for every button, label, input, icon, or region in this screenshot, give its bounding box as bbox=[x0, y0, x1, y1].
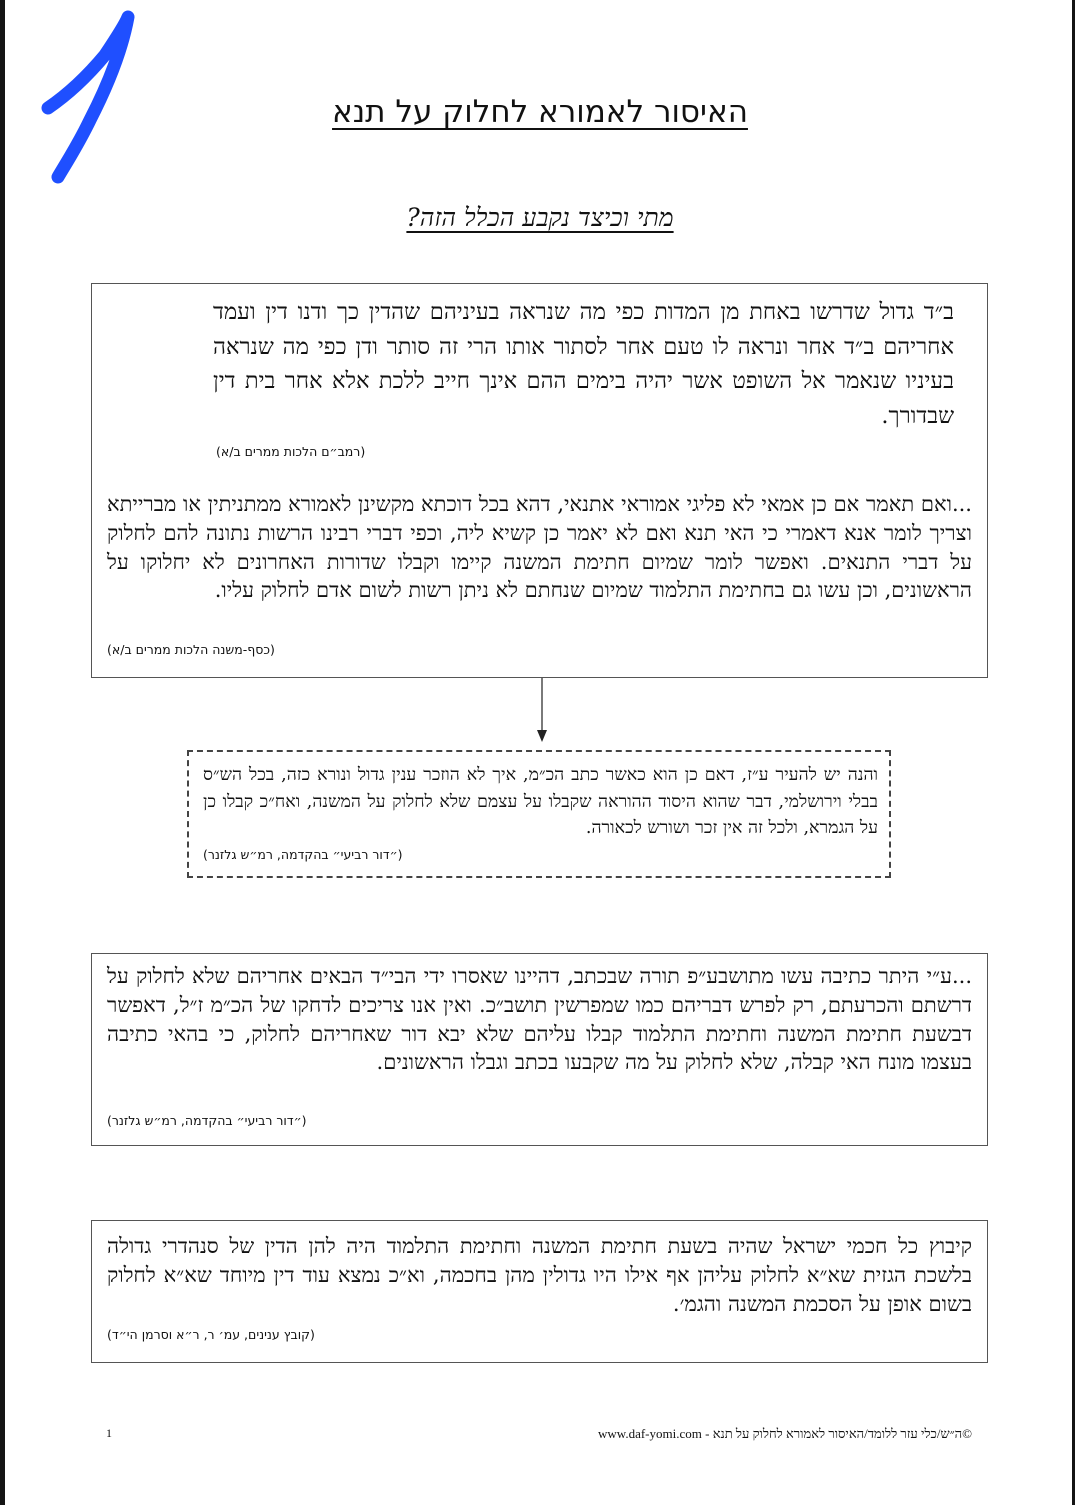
footer-page-number: 1 bbox=[106, 1426, 112, 1440]
quote-source-rambam: (רמב״ם הלכות ממרים ב/א) bbox=[216, 444, 366, 459]
quote-source-kesef-mishneh: (כסף-משנה הלכות ממרים ב/א) bbox=[107, 642, 275, 657]
quote-text-dor-revii-2: ...ע״י היתר כתיבה עשו מתושבע״פ תורה שבכתב, דהיינו שאסרו ידי הבי״ד הבאים אחריהם שלא לחלוק על דרשתם והכרעתם, רק לפרש דבריהם כמו שמפרשין תושב״כ. ואין אנו צריכים לדחקו של הכ״מ ז״ל, דאפשר דבשעת חתימת המשנה וחתימת התלמוד קבלו עליהם שלא יבא דור שאחריהם לחלוק, כי בהאי כתיבה בעצמו מונח האי קבלה, שלא לחלוק על מה שקבעו בכתב וגבלו הראשונים. bbox=[107, 964, 972, 1075]
quote-text-kovetz-inyanim: קיבוץ כל חכמי ישראל שהיה בשעת חתימת המשנה וחתימת התלמוד היה להן הדין של סנהדרי גדולה בלשכת הגזית שא״א לחלוק עליהן אף אילו היו גדולין מהן בחכמה, וא״כ נמצא עוד דין מיוחד שא״א לחלוק בשום אופן על הסכמת המשנה והגמ׳. bbox=[107, 1234, 972, 1316]
down-arrow-connector bbox=[535, 678, 549, 744]
handwritten-number-one-annotation bbox=[30, 5, 150, 190]
quote-source-dor-revii-2: (״דור רביעי״ בהקדמה, רמ״ש גלזנר) bbox=[107, 1113, 307, 1128]
quote-text-dor-revii-1: והנה יש להעיר ע״ז, דאם כן הוא כאשר כתב הכ״מ, איך לא הוזכר ענין גדול ונורא כזה, בכל הש״ס בבלי וירושלמי, דבר שהוא היסוד ההוראה שקבלו על עצמם שלא לחלוק על המשנה, ואח״כ קבלו כן על הגמרא, ולכל זה אין זכר ושורש לכאורה. bbox=[203, 765, 878, 838]
page-subtitle: מתי וכיצד נקבע הכלל הזה? bbox=[406, 203, 674, 232]
screen-edge-left bbox=[0, 0, 5, 1505]
quote-text-rambam: ב״ד גדול שדרשו באחת מן המדות כפי מה שנראה בעיניהם שהדין כך ודנו דין ועמד אחריהם ב״ד אחר ונראה לו טעם אחר לסתור אותו הרי זה סותר ודן כפי מה שנראה בעיניו שנאמר אל השופט אשר יהיה בימים ההם אינך חייב ללכת אלא אחר בית דין שבדורך. bbox=[213, 299, 954, 429]
quote-text-kesef-mishneh: ...ואם תאמר אם כן אמאי לא פליגי אמוראי אתנאי, דהא בכל דוכתא מקשינן לאמורא ממתניתין או מברייתא וצריך לומר אנא דאמרי כי האי תנא ואם לא יאמר כן קשיא ליה, וכפי דברי רבינו הרשות נתונה להם לחלוק על דברי התנאים. ואפשר לומר שמיום חתימת המשנה קיימו וקבלו שדורות האחרונים לא יחלוקו על הראשונים, וכן עשו גם בחתימת התלמוד שמיום שנחתם לא ניתן רשות לשום אדם לחלוק עליו. bbox=[107, 492, 972, 603]
page-title: האיסור לאמורא לחלוק על תנא bbox=[332, 94, 748, 130]
footer-copyright-text: ©ה״ש/כלי עזר ללומד/האיסור לאמורא לחלוק על תנא - www.daf-yomi.com bbox=[598, 1426, 972, 1441]
quote-source-dor-revii-1: (״דור רביעי״ בהקדמה, רמ״ש גלזנר) bbox=[203, 847, 403, 862]
quote-source-kovetz-inyanim: (קובץ ענינים, עמ׳ ר, ר״א וסרמן הי״ד) bbox=[107, 1327, 315, 1342]
